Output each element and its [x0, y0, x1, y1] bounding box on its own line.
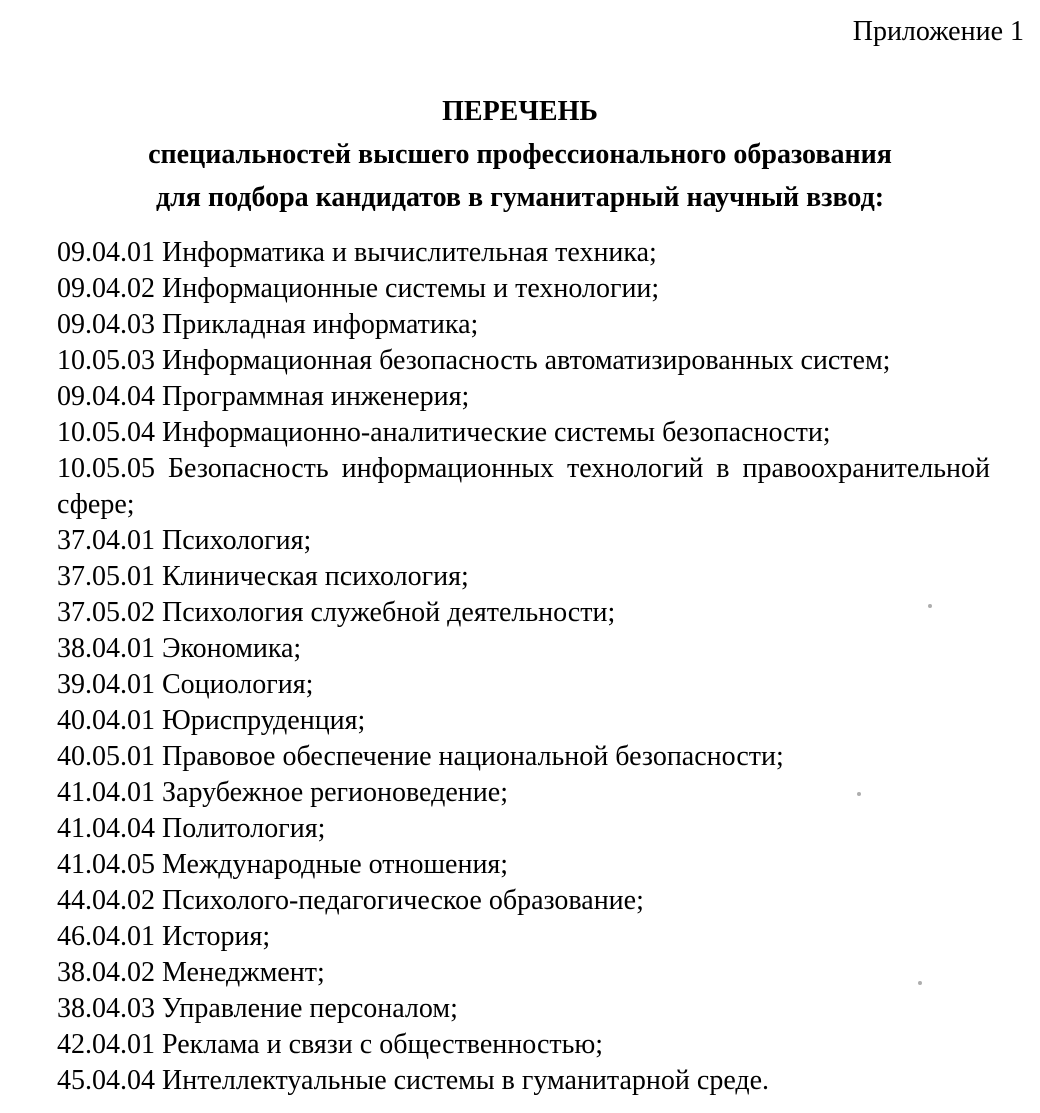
specialty-name: Реклама и связи с общественностью;: [162, 1029, 604, 1060]
specialty-name: Безопасность информационных технологий в правоохранительной сфере;: [57, 453, 990, 520]
specialty-code: 09.04.04: [57, 381, 155, 412]
specialty-name: Социология;: [162, 669, 314, 700]
specialty-item: [57, 343, 990, 379]
specialty-item: [57, 955, 990, 991]
scan-speck: [928, 604, 932, 608]
specialty-item: [57, 1063, 990, 1099]
specialty-code: 41.04.04: [57, 813, 155, 844]
specialty-code: 40.05.01: [57, 741, 155, 772]
document-title: [0, 90, 1040, 219]
specialty-name: Зарубежное регионоведение;: [162, 777, 508, 808]
specialty-item: [57, 811, 990, 847]
specialty-code: 09.04.02: [57, 273, 155, 304]
specialty-name: Правовое обеспечение национальной безопасности;: [162, 741, 784, 772]
specialty-code: 37.04.01: [57, 525, 155, 556]
specialty-name: Прикладная информатика;: [162, 309, 479, 340]
specialty-name: Экономика;: [162, 633, 302, 664]
specialty-code: 38.04.01: [57, 633, 155, 664]
specialty-name: История;: [162, 921, 271, 952]
title-line-3: для подбора кандидатов в гуманитарный научный взвод:: [155, 182, 885, 213]
specialty-name: Менеджмент;: [162, 957, 325, 988]
specialty-item: [57, 307, 990, 343]
specialty-name: Международные отношения;: [162, 849, 509, 880]
specialty-code: 38.04.02: [57, 957, 155, 988]
specialty-item: [57, 703, 990, 739]
specialty-code: 40.04.01: [57, 705, 155, 736]
annex-label: Приложение 1: [852, 16, 1024, 47]
specialty-item: [57, 1027, 990, 1063]
specialty-code: 42.04.01: [57, 1029, 155, 1060]
specialty-item: [57, 919, 990, 955]
specialty-item: [57, 667, 990, 703]
scan-speck: [918, 981, 922, 985]
specialty-item: [57, 739, 990, 775]
specialty-item: [57, 991, 990, 1027]
title-line-2: специальностей высшего профессионального образования: [148, 139, 892, 170]
specialty-name: Информационная безопасность автоматизированных систем;: [162, 345, 891, 376]
specialty-item: [57, 559, 990, 595]
specialty-item: [57, 847, 990, 883]
specialty-name: Психология;: [162, 525, 312, 556]
specialty-code: 09.04.03: [57, 309, 155, 340]
specialty-name: Информационно-аналитические системы безопасности;: [162, 417, 831, 448]
specialty-list: [0, 235, 1040, 1099]
specialty-item: [57, 775, 990, 811]
specialty-code: 44.04.02: [57, 885, 155, 916]
specialty-code: 45.04.04: [57, 1065, 155, 1096]
specialty-item: [57, 415, 990, 451]
specialty-code: 09.04.01: [57, 237, 155, 268]
specialty-name: Клиническая психология;: [162, 561, 469, 592]
specialty-code: 46.04.01: [57, 921, 155, 952]
specialty-name: Информационные системы и технологии;: [162, 273, 660, 304]
specialty-code: 41.04.01: [57, 777, 155, 808]
specialty-code: 41.04.05: [57, 849, 155, 880]
specialty-code: 39.04.01: [57, 669, 155, 700]
specialty-code: 37.05.01: [57, 561, 155, 592]
specialty-item: [57, 883, 990, 919]
specialty-item: [57, 631, 990, 667]
specialty-item: [57, 379, 990, 415]
specialty-name: Юриспруденция;: [162, 705, 366, 736]
specialty-name: Психология служебной деятельности;: [162, 597, 616, 628]
specialty-code: 37.05.02: [57, 597, 155, 628]
specialty-code: 10.05.05: [57, 453, 155, 484]
specialty-item: [57, 271, 990, 307]
specialty-code: 10.05.04: [57, 417, 155, 448]
specialty-code: 10.05.03: [57, 345, 155, 376]
specialty-name: Управление персоналом;: [162, 993, 458, 1024]
specialty-item: [57, 451, 990, 523]
specialty-item: [57, 595, 990, 631]
scan-speck: [857, 792, 861, 796]
title-line-1: ПЕРЕЧЕНЬ: [442, 96, 598, 127]
specialty-item: [57, 523, 990, 559]
specialty-name: Программная инженерия;: [162, 381, 470, 412]
specialty-name: Психолого-педагогическое образование;: [162, 885, 644, 916]
specialty-name: Интеллектуальные системы в гуманитарной среде.: [162, 1065, 770, 1096]
specialty-code: 38.04.03: [57, 993, 155, 1024]
specialty-name: Политология;: [162, 813, 326, 844]
specialty-item: [57, 235, 990, 271]
specialty-name: Информатика и вычислительная техника;: [162, 237, 657, 268]
